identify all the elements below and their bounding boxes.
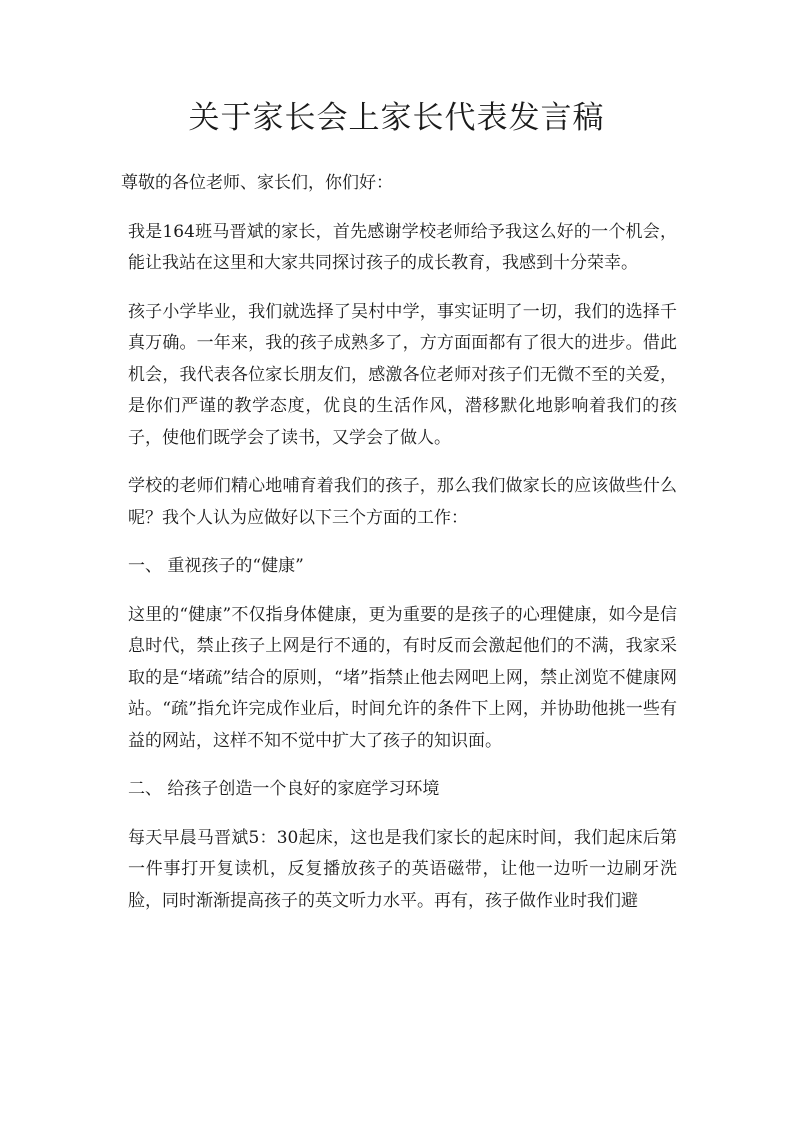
health-paragraph: 这里的“健康”不仅指身体健康，更为重要的是孩子的心理健康，如今是信息时代，禁止孩子上网是行不通的，有时反而会激起他们的不满，我家采取的是“堵疏”结合的原则，“堵”指禁止他去网吧上网，禁止浏览不健康网站。“疏”指允许完成作业后，时间允许的条件下上网，并协助他挑一些有益的网站，这样不知不觉中扩大了孩子的知识面。: [128, 604, 677, 751]
greeting-paragraph: 尊敬的各位老师、家长们，你们好：: [121, 173, 393, 193]
environment-paragraph: 每天早晨马晋斌5：30起床，这也是我们家长的起床时间，我们起床后第一件事打开复读机，反复播放孩子的英语磁带，让他一边听一边刷牙洗脸，同时渐渐提高孩子的英文听力水平。再有，孩子做作业时我们避: [128, 827, 677, 911]
document-body: [121, 168, 677, 934]
section-heading-health: 一、 重视孩子的“健康”: [128, 556, 304, 576]
document-title: 关于家长会上家长代表发言稿: [188, 100, 605, 136]
school-choice-paragraph: 孩子小学毕业，我们就选择了吴村中学，事实证明了一切，我们的选择千真万确。一年来，我的孩子成熟多了，方方面面都有了很大的进步。借此机会，我代表各位家长朋友们，感激各位老师对孩子们无微不至的关爱，是你们严谨的教学态度，优良的生活作风，潜移默化地影响着我们的孩子，使他们既学会了读书，又学会了做人。: [128, 301, 677, 448]
intro-paragraph: 我是164班马晋斌的家长，首先感谢学校老师给予我这么好的一个机会，能让我站在这里和大家共同探讨孩子的成长教育，我感到十分荣幸。: [128, 221, 677, 273]
three-aspects-paragraph: 学校的老师们精心地哺育着我们的孩子，那么我们做家长的应该做些什么呢？我个人认为应做好以下三个方面的工作：: [128, 476, 677, 528]
section-heading-environment: 二、 给孩子创造一个良好的家庭学习环境: [128, 779, 440, 799]
